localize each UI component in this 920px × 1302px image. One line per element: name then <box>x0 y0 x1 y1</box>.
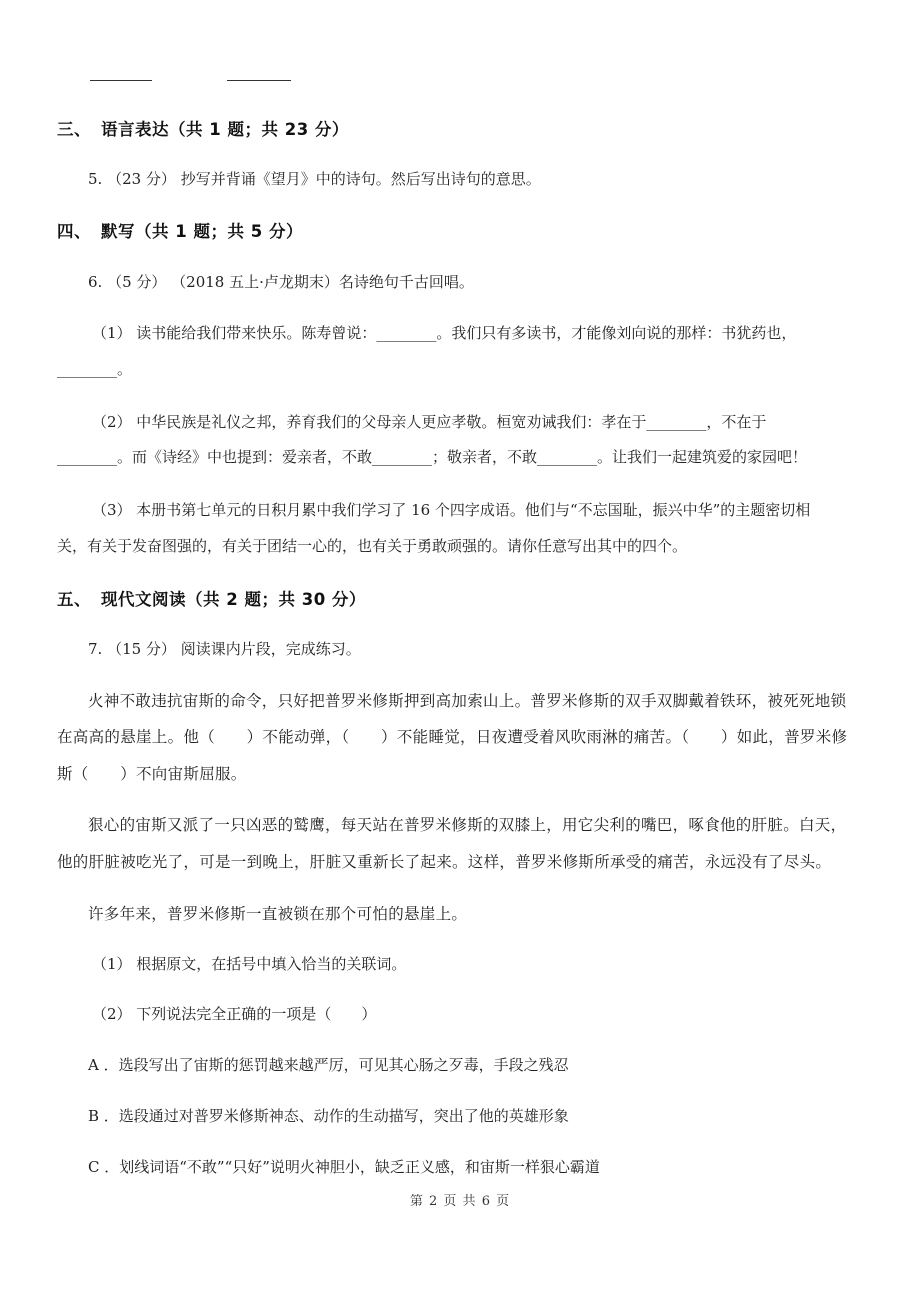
section-title: 语言表达（共 1 题；共 23 分） <box>101 120 349 139</box>
reading-paragraph-1-line-2: 在高高的悬崖上。他（ ）不能动弹，（ ）不能睡觉，日夜遭受着风吹雨淋的痛苦。（ ）如此，普罗米修 <box>57 728 848 746</box>
section-number: 四、 <box>57 222 91 241</box>
reading-paragraph-1-line-3: 斯（ ）不向宙斯屈服。 <box>57 765 247 783</box>
reading-paragraph-2: 狠心的宙斯又派了一只凶恶的鹫鹰，每天站在普罗米修斯的双膝上，用它尖利的嘴巴，啄食他的肝脏。白天， <box>88 816 847 834</box>
reading-paragraph-1: 火神不敢违抗宙斯的命令，只好把普罗米修斯押到高加索山上。普罗米修斯的双手双脚戴着铁环，被死死地锁 <box>88 692 847 710</box>
q6-subquestion-1-cont: ________。 <box>57 360 133 378</box>
q6-subquestion-2-cont: ________。而《诗经》中也提到：爱亲者，不敢________；敬亲者，不敢________。让我们一起建筑爱的家园吧！ <box>57 448 808 466</box>
q6-subquestion-3: （3） 本册书第七单元的日积月累中我们学习了 16 个四字成语。他们与“不忘国耻，振兴中华”的主题密切相 <box>92 501 811 519</box>
option-c: C ．划线词语“不敢”“只好”说明火神胆小，缺乏正义感，和宙斯一样狠心霸道 <box>88 1158 600 1176</box>
q7-subquestion-1: （1） 根据原文，在括号中填入恰当的关联词。 <box>92 955 407 973</box>
q7-subquestion-2: （2） 下列说法完全正确的一项是（ ） <box>92 1005 377 1023</box>
question-6: 6. （5 分） （2018 五上·卢龙期末）名诗绝句千古回唱。 <box>88 273 474 291</box>
section-heading-3 <box>57 116 349 140</box>
option-b: B ．选段通过对普罗米修斯神态、动作的生动描写，突出了他的英雄形象 <box>88 1107 569 1125</box>
section-number: 三、 <box>57 120 91 139</box>
option-a: A ．选段写出了宙斯的惩罚越来越严厉，可见其心肠之歹毒，手段之残忍 <box>88 1056 569 1074</box>
section-number: 五、 <box>57 590 91 609</box>
section-title: 默写（共 1 题；共 5 分） <box>101 222 303 241</box>
question-7: 7. （15 分） 阅读课内片段，完成练习。 <box>88 640 361 658</box>
reading-paragraph-3: 许多年来，普罗米修斯一直被锁在那个可怕的悬崖上。 <box>88 905 468 923</box>
section-heading-4 <box>57 218 303 242</box>
q6-subquestion-1: （1） 读书能给我们带来快乐。陈寿曾说：________。我们只有多读书，才能像刘向说的那样：书犹药也， <box>92 324 797 342</box>
section-title: 现代文阅读（共 2 题；共 30 分） <box>101 590 366 609</box>
answer-blank-line <box>227 80 291 81</box>
page-footer: 第 2 页 共 6 页 <box>409 1194 511 1209</box>
q6-subquestion-3-cont: 关，有关于发奋图强的，有关于团结一心的，也有关于勇敢顽强的。请你任意写出其中的四个。 <box>57 537 688 555</box>
reading-paragraph-2-line-2: 他的肝脏被吃光了，可是一到晚上，肝脏又重新长了起来。这样，普罗米修斯所承受的痛苦，永远没有了尽头。 <box>57 853 832 871</box>
section-heading-5 <box>57 586 366 610</box>
question-5: 5. （23 分） 抄写并背诵《望月》中的诗句。然后写出诗句的意思。 <box>88 170 541 188</box>
q6-subquestion-2: （2） 中华民族是礼仪之邦，养育我们的父母亲人更应孝敬。桓宽劝诫我们：孝在于________，不在于 <box>92 413 767 431</box>
answer-blank-line <box>90 80 152 81</box>
